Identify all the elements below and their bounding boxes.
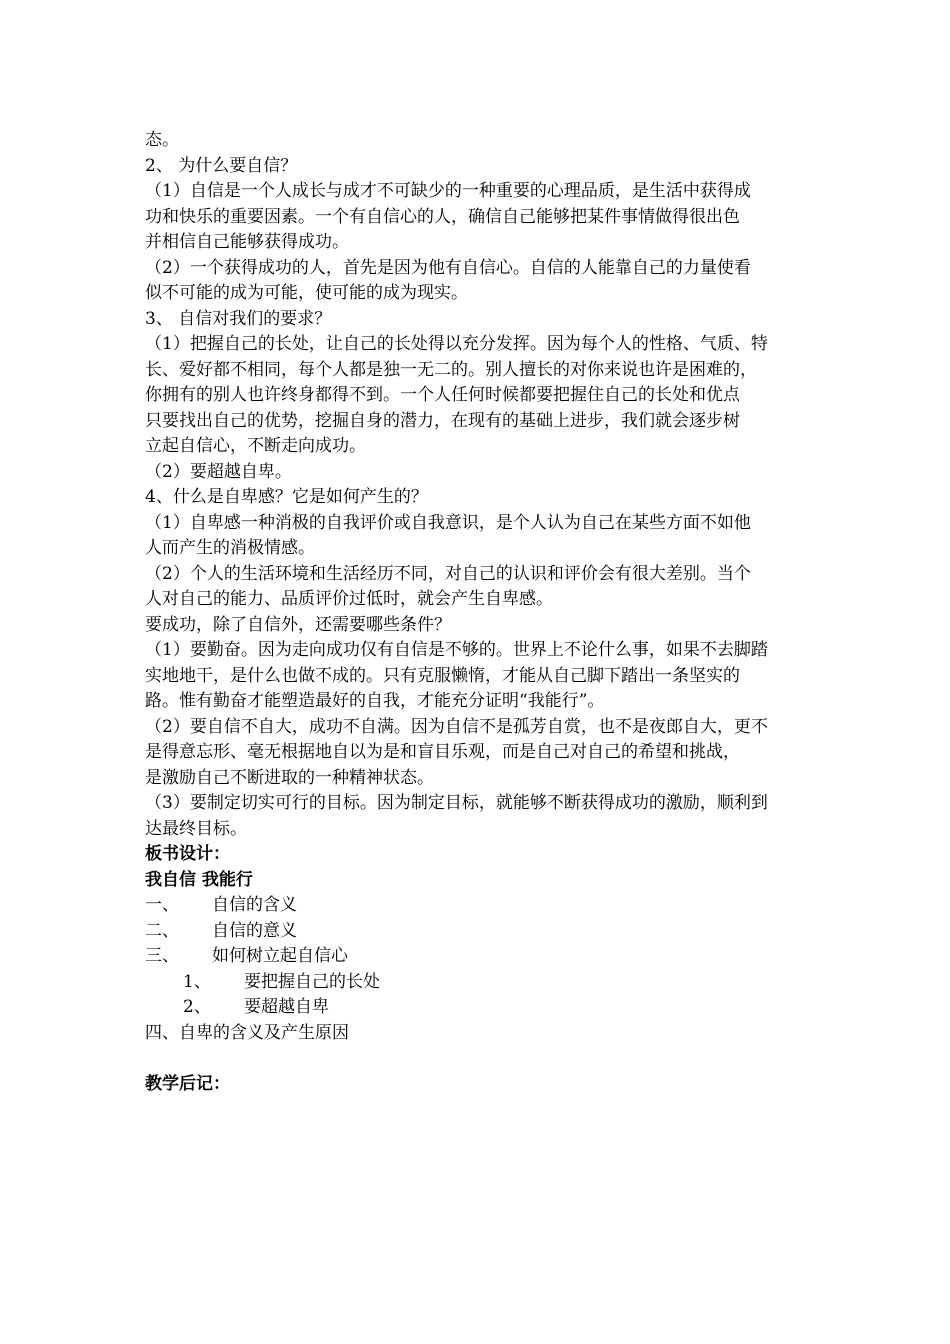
body-line: （2）一个获得成功的人，首先是因为他有自信心。自信的人能靠自己的力量使看 bbox=[145, 257, 751, 278]
body-line: （1）要勤奋。因为走向成功仅有自信是不够的。世界上不论什么事，如果不去脚踏 bbox=[145, 640, 768, 660]
board-subitem-number: 2、 bbox=[183, 997, 211, 1017]
board-item-number: 二、 bbox=[145, 920, 179, 941]
board-subitem bbox=[145, 995, 815, 1021]
body-line: 是激励自己不断进取的一种精神状态。 bbox=[145, 767, 434, 788]
body-line: （2）要自信不自大，成功不自满。因为自信不是孤芳自赏，也不是夜郎自大，更不 bbox=[145, 716, 768, 737]
body-line: 路。惟有勤奋才能塑造最好的自我，才能充分证明“我能行”。 bbox=[145, 691, 605, 711]
board-item-text: 自信的含义 bbox=[212, 895, 297, 915]
body-line: 2、 为什么要自信？ bbox=[145, 155, 298, 176]
body-line: 人而产生的消极情感。 bbox=[145, 538, 315, 558]
document-page bbox=[145, 128, 815, 1097]
board-title: 我自信 我能行 bbox=[145, 869, 253, 890]
body-line: 你拥有的别人也许终身都得不到。一个人任何时候都要把握住自己的长处和优点 bbox=[145, 385, 740, 405]
board-heading: 板书设计： bbox=[145, 844, 230, 864]
body-line: 并相信自己能够获得成功。 bbox=[145, 232, 349, 252]
board-subitem-text: 要超越自卑 bbox=[244, 997, 329, 1017]
body-line: 3、 自信对我们的要求？ bbox=[145, 308, 332, 329]
body-line: （1）自卑感一种消极的自我评价或自我意识，是个人认为自己在某些方面不如他 bbox=[145, 512, 751, 533]
body-line: 是得意忘形、毫无根据地自以为是和盲目乐观，而是自己对自己的希望和挑战， bbox=[145, 742, 740, 762]
body-line: 只要找出自己的优势，挖掘自身的潜力，在现有的基础上进步，我们就会逐步树 bbox=[145, 410, 740, 431]
board-subitem-number: 1、 bbox=[183, 971, 211, 992]
board-item bbox=[145, 944, 815, 970]
body-line: （2）个人的生活环境和生活经历不同，对自己的认识和评价会有很大差别。当个 bbox=[145, 563, 751, 584]
body-line: （1）把握自己的长处，让自己的长处得以充分发挥。因为每个人的性格、气质、特 bbox=[145, 334, 768, 354]
board-item-text: 如何树立起自信心 bbox=[212, 946, 348, 966]
board-item bbox=[145, 919, 815, 945]
board-item: 四、自卑的含义及产生原因 bbox=[145, 1022, 349, 1043]
body-line: 立起自信心，不断走向成功。 bbox=[145, 436, 366, 456]
body-line: 功和快乐的重要因素。一个有自信心的人，确信自己能够把某件事情做得很出色 bbox=[145, 206, 740, 227]
body-line: 态。 bbox=[145, 130, 179, 150]
body-line: 似不可能的成为可能，使可能的成为现实。 bbox=[145, 283, 468, 303]
board-item-text: 自信的意义 bbox=[212, 920, 297, 941]
body-line: 达最终目标。 bbox=[145, 818, 247, 839]
body-line: 4、什么是自卑感？它是如何产生的？ bbox=[145, 487, 428, 507]
afterword-heading: 教学后记： bbox=[145, 1073, 230, 1094]
board-item bbox=[145, 893, 815, 919]
body-text bbox=[145, 128, 815, 842]
body-line: （2）要超越自卑。 bbox=[145, 461, 292, 482]
board-subitem-text: 要把握自己的长处 bbox=[244, 971, 380, 992]
body-line: 长、爱好都不相同，每个人都是独一无二的。别人擅长的对你来说也许是困难的， bbox=[145, 359, 757, 380]
blank-line bbox=[145, 1046, 815, 1072]
board-item-number: 三、 bbox=[145, 946, 179, 966]
body-line: 人对自己的能力、品质评价过低时，就会产生自卑感。 bbox=[145, 589, 553, 609]
body-line: 要成功，除了自信外，还需要哪些条件？ bbox=[145, 614, 451, 635]
body-line: （3）要制定切实可行的目标。因为制定目标，就能够不断获得成功的激励，顺利到 bbox=[145, 793, 768, 813]
board-item-number: 一、 bbox=[145, 895, 179, 915]
body-line: 实地地干，是什么也做不成的。只有克服懒惰，才能从自己脚下踏出一条坚实的 bbox=[145, 665, 740, 686]
board-subitem bbox=[145, 970, 815, 996]
body-line: （1）自信是一个人成长与成才不可缺少的一种重要的心理品质，是生活中获得成 bbox=[145, 181, 751, 201]
